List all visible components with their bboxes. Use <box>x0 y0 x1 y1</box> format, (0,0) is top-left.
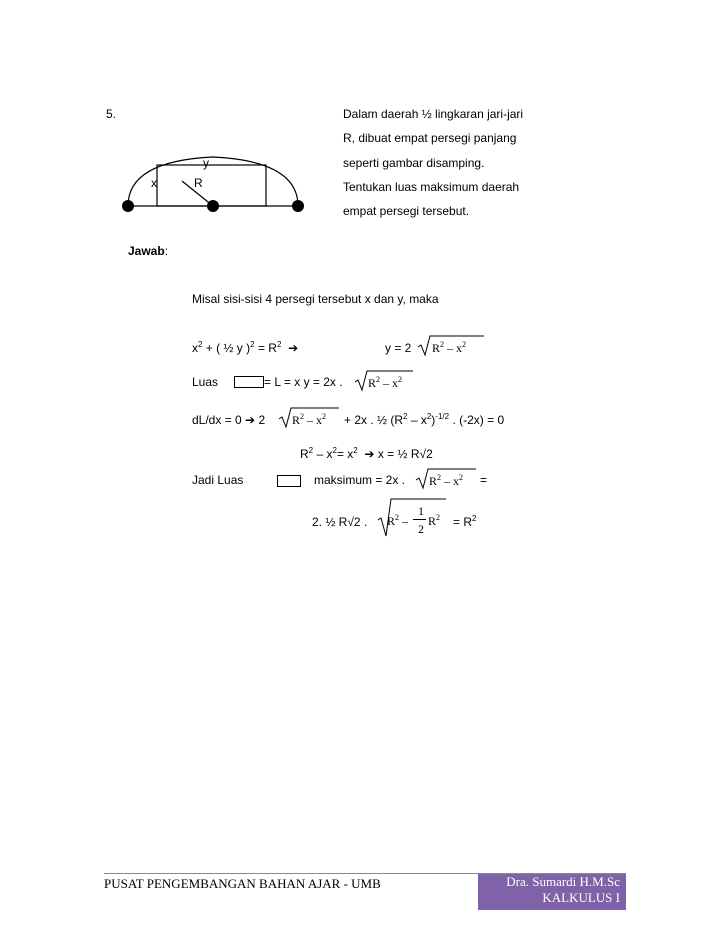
semicircle-figure <box>110 135 320 220</box>
final-right: = $R^2$ <box>453 514 477 529</box>
footer-author: Dra. Sumardi H.M.Sc <box>506 874 620 889</box>
problem-line-1: Dalam daerah ½ lingkaran jari-jari <box>343 107 524 121</box>
footer-author-box <box>478 874 626 910</box>
radicand-3: $R^2 - x^2$ <box>292 412 327 427</box>
answer-heading: Jawab: <box>128 244 169 258</box>
luas-label: Luas <box>192 375 219 389</box>
jadi-luas-label: Jadi Luas <box>192 473 244 487</box>
maksimum-equation: maksimum = 2x . <box>314 473 406 487</box>
fraction-numerator: 1 <box>418 504 424 518</box>
left-endpoint <box>122 200 134 212</box>
rectangle-icon <box>234 376 264 388</box>
fraction-bar <box>413 519 426 520</box>
arrow-icon: ➔ <box>361 447 378 461</box>
figure-label-r: R <box>194 176 203 190</box>
footer-course: KALKULUS I <box>542 890 620 905</box>
result-line: $R^2 - x^2= x^2$ ➔ x = ½ R√2 <box>300 446 433 461</box>
final-left: 2. ½ R√2 . <box>312 515 368 529</box>
radicand-2: $R^2 - x^2$ <box>368 375 403 390</box>
derivative-tail: + 2x . ½ $(R^2 - x^2)^{-1/2}$ . (-2x) = 0 <box>344 412 505 427</box>
equation-1: $x^2$ + ( ½ y )$^2 = R^2$ ➔ <box>192 340 299 355</box>
right-endpoint <box>292 200 304 212</box>
problem-number: 5. <box>106 107 117 121</box>
center-point <box>207 200 219 212</box>
luas-equation: = L = x y = 2x . <box>264 375 343 389</box>
problem-line-5: empat persegi tersebut. <box>343 204 470 218</box>
maksimum-equals: = <box>480 473 488 487</box>
problem-line-4: Tentukan luas maksimum daerah <box>343 180 520 194</box>
problem-line-3: seperti gambar disamping. <box>343 156 485 170</box>
inscribed-rectangle <box>157 165 266 206</box>
radicand-4: $R^2 - x^2$ <box>429 473 464 488</box>
answer-intro: Misal sisi-sisi 4 persegi tersebut x dan y, maka <box>192 292 439 306</box>
figure-label-x: x <box>151 176 157 190</box>
derivative-equation: dL/dx = 0 ➔ 2 <box>192 413 266 427</box>
fraction-denominator: 2 <box>418 522 424 536</box>
figure-label-y: y <box>203 156 209 170</box>
radicand-5-r2: $R^2$ <box>428 513 441 528</box>
problem-line-2: R, dibuat empat persegi panjang <box>343 131 517 145</box>
footer-institution: PUSAT PENGEMBANGAN BAHAN AJAR - UMB <box>104 876 381 891</box>
arrow-icon: ➔ <box>284 341 299 355</box>
rectangle-icon-2 <box>277 475 301 487</box>
radicand-5-r: $R^2$ – <box>387 513 409 528</box>
radicand-1: $R^2 - x^2$ <box>432 340 467 355</box>
arrow-icon: ➔ <box>241 413 259 427</box>
equation-1-right: y = 2 <box>385 341 412 355</box>
